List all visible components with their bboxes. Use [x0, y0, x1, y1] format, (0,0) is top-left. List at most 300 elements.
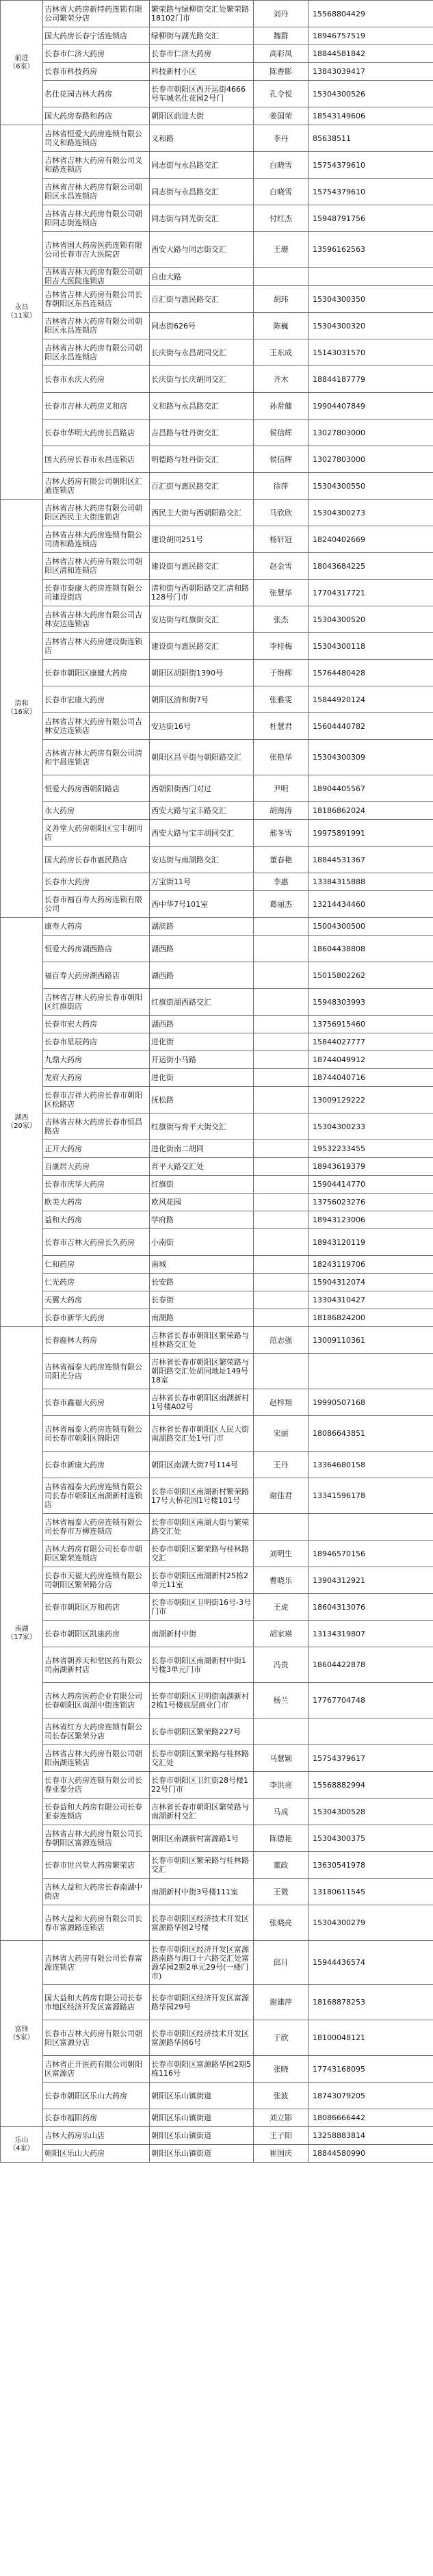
- address-cell: 红旗街: [150, 1176, 254, 1194]
- street-cell: 前进 （6家）: [1, 1, 43, 125]
- contact-cell: 王子阳: [254, 2127, 309, 2145]
- address-cell: 长春市朝阳区南湖新村繁荣路17号大桥花园1号楼101号: [150, 1478, 254, 1514]
- address-cell: 长庆街与永昌胡同交汇: [150, 339, 254, 366]
- address-cell: 朝阳区乐山镇街道: [150, 2083, 254, 2109]
- phone-cell: 13214434460: [309, 891, 433, 918]
- contact-cell: [254, 1194, 309, 1211]
- table-row: [1, 1594, 433, 1621]
- store-name-cell: 长春市朝阳区乐山大药房: [43, 2083, 150, 2109]
- address-cell: 长春市朝阳区南湖大街与繁荣路交汇处: [150, 1514, 254, 1541]
- store-name-cell: 长春市天福大药房连锁有限公司朝阳区繁荣路分店: [43, 1567, 150, 1594]
- contact-cell: 侯信辉: [254, 446, 309, 473]
- phone-cell: 18543149606: [309, 107, 433, 125]
- table-row: [1, 63, 433, 81]
- address-cell: 长春市朝阳区富源路华园2期5栋116号: [150, 2056, 254, 2083]
- contact-cell: 宋丽: [254, 1416, 309, 1452]
- address-cell: 南城: [150, 1256, 254, 1274]
- phone-cell: 15604440782: [309, 713, 433, 740]
- table-row: [1, 1416, 433, 1452]
- store-name-cell: 长春鹿林大药房: [43, 1327, 150, 1354]
- table-row: [1, 1327, 433, 1354]
- table-row: [1, 1718, 433, 1745]
- phone-cell: 19532233455: [309, 1140, 433, 1158]
- table-row: [1, 1211, 433, 1229]
- contact-cell: 于维辉: [254, 660, 309, 686]
- store-name-cell: 长春市福阳药房: [43, 2109, 150, 2127]
- table-row: [1, 1745, 433, 1772]
- store-name-cell: 吉林省吉林大药房有限公司长春朝阳区富源连锁店: [43, 1825, 150, 1852]
- contact-cell: 谢佳君: [254, 1478, 309, 1514]
- contact-cell: 赵梓翔: [254, 1389, 309, 1416]
- address-cell: 朝阳区清和街7号: [150, 686, 254, 713]
- table-row: [1, 1985, 433, 2020]
- table-row: [1, 686, 433, 713]
- store-name-cell: 吉林省大药房有限公司长春富源连锁店: [43, 1941, 150, 1985]
- store-name-cell: 国大药房春路和药店: [43, 107, 150, 125]
- table-row: [1, 205, 433, 232]
- phone-cell: 17743168095: [309, 2056, 433, 2083]
- store-name-cell: 吉林省大药房新特药连锁有限公司繁荣分店: [43, 1, 150, 27]
- contact-cell: 王东成: [254, 339, 309, 366]
- store-name-cell: 吉林省吉林大药房有限公司朝阳区西民主大街连锁店: [43, 500, 150, 526]
- store-name-cell: 长春市星辰药店: [43, 1033, 150, 1051]
- phone-cell: 15304300520: [309, 606, 433, 633]
- address-cell: 西安大路与同志街交汇: [150, 232, 254, 268]
- phone-cell: 18086666442: [309, 2109, 433, 2127]
- contact-cell: 邢冬雪: [254, 820, 309, 847]
- store-name-cell: 长春市泰康大药房连锁有限公司建设街店: [43, 580, 150, 606]
- store-name-cell: 吉林省吉林大药房有限公司吉林安达连锁店: [43, 713, 150, 740]
- address-cell: 红旗街湖西路交汇: [150, 989, 254, 1016]
- store-name-cell: 吉林大益和大药房长春南湖中街店: [43, 1879, 150, 1905]
- store-name-cell: 朝阳区乐山大药房: [43, 2145, 150, 2163]
- table-row: [1, 1683, 433, 1718]
- phone-cell: 18186824200: [309, 1309, 433, 1327]
- store-name-cell: 恒爱大药房西朝阳路店: [43, 775, 150, 802]
- contact-cell: 白晓雪: [254, 179, 309, 205]
- store-name-cell: 恒爱大药房湖西路店: [43, 936, 150, 962]
- phone-cell: 18946757519: [309, 27, 433, 45]
- phone-cell: 13180611545: [309, 1879, 433, 1905]
- store-name-cell: 吉林省吉林大药房有限公司朝阳南湖连锁店: [43, 1745, 150, 1772]
- table-row: [1, 366, 433, 393]
- address-cell: 湖西路: [150, 936, 254, 962]
- address-cell: 湖滨路: [150, 918, 254, 936]
- phone-cell: 18844581842: [309, 45, 433, 63]
- address-cell: 百汇街与惠民路交汇: [150, 473, 254, 500]
- table-row: [1, 847, 433, 873]
- address-cell: 吉林省长春市朝阳区人民大街南湖路交汇处1号门市: [150, 1416, 254, 1452]
- contact-cell: [254, 268, 309, 286]
- table-body: [1, 1, 433, 2163]
- address-cell: 西民主大街与西朝阳路交汇: [150, 500, 254, 526]
- address-cell: 朝阳区南湖新村富源路1号: [150, 1825, 254, 1852]
- table-row: [1, 1452, 433, 1478]
- street-cell: 乐山 （4家）: [1, 2127, 43, 2163]
- phone-cell: 18604438808: [309, 936, 433, 962]
- contact-cell: 张艳华: [254, 740, 309, 775]
- table-row: [1, 1389, 433, 1416]
- contact-cell: 李丹: [254, 125, 309, 152]
- contact-cell: [254, 936, 309, 962]
- address-cell: 吉林省长春市朝阳区繁荣路与朝阳路交汇处胡同地址149号18室: [150, 1354, 254, 1389]
- store-name-cell: 欧美大药房: [43, 1194, 150, 1211]
- address-cell: 长春市朝阳区繁荣路与桂林路交汇: [150, 1852, 254, 1879]
- store-name-cell: 国大药房长春市惠民路店: [43, 847, 150, 873]
- phone-cell: 13027803000: [309, 420, 433, 446]
- address-cell: 同志街626号: [150, 313, 254, 339]
- contact-cell: 陈巍: [254, 313, 309, 339]
- table-row: [1, 2127, 433, 2145]
- address-cell: 繁荣路与绿柳街交汇处繁荣路18102门市: [150, 1, 254, 27]
- street-cell: 清和 （16家）: [1, 500, 43, 918]
- contact-cell: [254, 1069, 309, 1087]
- phone-cell: 13756023276: [309, 1194, 433, 1211]
- table-row: [1, 1256, 433, 1274]
- phone-cell: 18844580990: [309, 2145, 433, 2163]
- address-cell: 明德路与牡丹街交汇: [150, 446, 254, 473]
- contact-cell: [254, 1514, 309, 1541]
- store-name-cell: 吉林省福泰大药房连锁有限公司长春市朝阳区南湖新村连锁店: [43, 1478, 150, 1514]
- store-name-cell: 吉林省吉林大药房有限公司朝阳区永昌连锁店: [43, 313, 150, 339]
- phone-cell: 13364680158: [309, 1452, 433, 1478]
- store-name-cell: 吉林省吉林大药房有限公司义和路连锁店: [43, 152, 150, 179]
- contact-cell: 陈德艳: [254, 1825, 309, 1852]
- contact-cell: [254, 918, 309, 936]
- table-row: [1, 891, 433, 918]
- address-cell: 长春市朝阳区经济技术开发区富源路华园6号: [150, 2020, 254, 2056]
- contact-cell: 刘立影: [254, 2109, 309, 2127]
- store-name-cell: 长春市吉林大药房长久药房: [43, 1229, 150, 1256]
- contact-cell: 侯信辉: [254, 420, 309, 446]
- phone-cell: 15304300550: [309, 473, 433, 500]
- address-cell: 安达街16号: [150, 713, 254, 740]
- contact-cell: 马欣欣: [254, 500, 309, 526]
- phone-cell: 13134319807: [309, 1621, 433, 1647]
- address-cell: 西安大路与宝丰胡同交汇: [150, 820, 254, 847]
- contact-cell: 白晓雪: [254, 152, 309, 179]
- address-cell: 绿柳街与湖光路交汇: [150, 27, 254, 45]
- table-row: [1, 1772, 433, 1799]
- contact-cell: 胡家瑛: [254, 1621, 309, 1647]
- contact-cell: [254, 962, 309, 989]
- phone-cell: [309, 1718, 433, 1745]
- phone-cell: 15304300526: [309, 81, 433, 107]
- contact-cell: 王微: [254, 1879, 309, 1905]
- contact-cell: [254, 1140, 309, 1158]
- address-cell: 南湖新村中街: [150, 1621, 254, 1647]
- contact-cell: [254, 1354, 309, 1389]
- table-row: [1, 1941, 433, 1985]
- table-row: [1, 553, 433, 580]
- address-cell: 吉林省长春市朝阳区繁荣路与桂林路交汇处: [150, 1327, 254, 1354]
- contact-cell: 冯贵: [254, 1647, 309, 1683]
- address-cell: 百汇街与惠民路交汇: [150, 286, 254, 313]
- table-row: [1, 936, 433, 962]
- store-name-cell: 长春市朝阳区万和药店: [43, 1594, 150, 1621]
- contact-cell: [254, 1087, 309, 1113]
- table-row: [1, 1176, 433, 1194]
- table-row: [1, 1033, 433, 1051]
- table-row: [1, 1113, 433, 1140]
- contact-cell: 董政: [254, 1852, 309, 1879]
- address-cell: 长春市朝阳区经济开发区富源路华园29号: [150, 1985, 254, 2020]
- table-row: [1, 1051, 433, 1069]
- contact-cell: 马慧颖: [254, 1745, 309, 1772]
- address-cell: 南湖路: [150, 1309, 254, 1327]
- address-cell: 长春市朝阳区繁荣路与桂林路交汇: [150, 1541, 254, 1567]
- contact-cell: 范志强: [254, 1327, 309, 1354]
- store-name-cell: 吉林省吉林大药房有限公司朝阳区永昌连锁店: [43, 179, 150, 205]
- address-cell: 长春市仁济大药房: [150, 45, 254, 63]
- table-row: [1, 152, 433, 179]
- address-cell: 建设街与惠民路交汇: [150, 633, 254, 660]
- store-name-cell: 长春市仁济大药房: [43, 45, 150, 63]
- table-row: [1, 1905, 433, 1941]
- store-name-cell: 吉林省红方大药房连锁有限公司长春区繁荣分店: [43, 1718, 150, 1745]
- contact-cell: 谢建萍: [254, 1985, 309, 2020]
- table-row: [1, 393, 433, 420]
- address-cell: 清和街与西朝阳路交汇清和路128号门市: [150, 580, 254, 606]
- address-cell: 科技新村小区: [150, 63, 254, 81]
- table-row: [1, 1799, 433, 1825]
- table-row: [1, 606, 433, 633]
- store-name-cell: 长春市新康大药房: [43, 1452, 150, 1478]
- address-cell: 吉林省长春市朝阳区南湖新村1号楼A02号: [150, 1389, 254, 1416]
- phone-cell: 15304300279: [309, 1905, 433, 1941]
- address-cell: 南湖新村中街3号楼111室: [150, 1879, 254, 1905]
- phone-cell: 13027803000: [309, 446, 433, 473]
- phone-cell: 13843039417: [309, 63, 433, 81]
- table-row: [1, 1229, 433, 1256]
- contact-cell: 杨兰: [254, 1683, 309, 1718]
- street-cell: 永昌 （11家）: [1, 125, 43, 500]
- address-cell: 同志街与永昌路交汇: [150, 179, 254, 205]
- phone-cell: 15764480428: [309, 660, 433, 686]
- table-row: [1, 1825, 433, 1852]
- table-row: [1, 420, 433, 446]
- table-row: [1, 1140, 433, 1158]
- store-name-cell: 长春市世兴堂大药房繁荣店: [43, 1852, 150, 1879]
- contact-cell: 尹明: [254, 775, 309, 802]
- store-name-cell: 吉林省朝养天和堂医药有限公司南湖新村店: [43, 1647, 150, 1683]
- table-row: [1, 446, 433, 473]
- contact-cell: 张雅雯: [254, 686, 309, 713]
- address-cell: 同志街与同光街交汇: [150, 205, 254, 232]
- phone-cell: 15304300273: [309, 500, 433, 526]
- phone-cell: [309, 1514, 433, 1541]
- store-name-cell: 长春市鑫福大药房: [43, 1389, 150, 1416]
- address-cell: 长春市朝阳区南湖新村25栋2单元11室: [150, 1567, 254, 1594]
- phone-cell: 15015802262: [309, 962, 433, 989]
- table-row: [1, 339, 433, 366]
- table-row: [1, 713, 433, 740]
- address-cell: 学府路: [150, 1211, 254, 1229]
- contact-cell: 陈香影: [254, 63, 309, 81]
- phone-cell: 19904407849: [309, 393, 433, 420]
- phone-cell: 13304310427: [309, 1291, 433, 1309]
- table-row: [1, 27, 433, 45]
- address-cell: 朝阳区前进大街: [150, 107, 254, 125]
- store-name-cell: 长春市华明大药房长昌路店: [43, 420, 150, 446]
- address-cell: 湖西路: [150, 962, 254, 989]
- store-name-cell: 益和大药房: [43, 1211, 150, 1229]
- table-row: [1, 1194, 433, 1211]
- phone-cell: 15904414770: [309, 1176, 433, 1194]
- address-cell: 长春市朝阳区经济开发区富源路南路与海口十六路交汇处富源华园2期2单元29号(一楼门市): [150, 1941, 254, 1985]
- contact-cell: 刘明生: [254, 1541, 309, 1567]
- phone-cell: 18168878253: [309, 1985, 433, 2020]
- contact-cell: 董春艳: [254, 847, 309, 873]
- phone-cell: 15004300500: [309, 918, 433, 936]
- address-cell: 西中华7号101室: [150, 891, 254, 918]
- address-cell: 进化街: [150, 1033, 254, 1051]
- phone-cell: 18844531367: [309, 847, 433, 873]
- address-cell: 长春市朝阳区西开运街4666号车城名仕花园2号门: [150, 81, 254, 107]
- store-name-cell: 吉林省正开医药有限公司朝阳区富源店: [43, 2056, 150, 2083]
- table-row: [1, 500, 433, 526]
- street-cell: 富锋 （5家）: [1, 1941, 43, 2127]
- store-name-cell: 吉林省吉林大药房长春市恒昌路店: [43, 1113, 150, 1140]
- address-cell: 建设街与惠民路交汇: [150, 553, 254, 580]
- store-name-cell: 国大药房长春市永昌连锁店: [43, 446, 150, 473]
- table-row: [1, 802, 433, 820]
- table-row: [1, 873, 433, 891]
- table-row: [1, 232, 433, 268]
- store-name-cell: 康寿大药房: [43, 918, 150, 936]
- table-row: [1, 1309, 433, 1327]
- contact-cell: 邱月: [254, 1941, 309, 1985]
- contact-cell: 高彩凤: [254, 45, 309, 63]
- address-cell: 自由大路: [150, 268, 254, 286]
- phone-cell: 13630541978: [309, 1852, 433, 1879]
- store-name-cell: 长春市朝阳区康健大药房: [43, 660, 150, 686]
- contact-cell: [254, 1033, 309, 1051]
- phone-cell: 18086643851: [309, 1416, 433, 1452]
- address-cell: 朝阳区乐山镇街道: [150, 2127, 254, 2145]
- contact-cell: 孙常健: [254, 393, 309, 420]
- store-name-cell: 吉林大药房医药企业有限公司长春朝阳区南湖中街连锁店: [43, 1683, 150, 1718]
- table-row: [1, 473, 433, 500]
- phone-cell: 15754379610: [309, 179, 433, 205]
- phone-cell: 18744049912: [309, 1051, 433, 1069]
- phone-cell: 15304300528: [309, 1799, 433, 1825]
- store-name-cell: 九鼎大药房: [43, 1051, 150, 1069]
- phone-cell: 18943619379: [309, 1158, 433, 1176]
- store-name-cell: 长春市庆华大药房: [43, 1176, 150, 1194]
- table-row: [1, 1291, 433, 1309]
- contact-cell: [254, 1718, 309, 1745]
- address-cell: 朝阳区乐山镇街道: [150, 2145, 254, 2163]
- contact-cell: 胡玮: [254, 286, 309, 313]
- address-cell: 长春街: [150, 1291, 254, 1309]
- table-row: [1, 1087, 433, 1113]
- address-cell: 进化街南二胡同: [150, 1140, 254, 1158]
- store-name-cell: 吉林省吉林大药房连锁有限公司清和路连锁店: [43, 526, 150, 553]
- contact-cell: 胡海涛: [254, 802, 309, 820]
- phone-cell: 15143031570: [309, 339, 433, 366]
- phone-cell: 15944436574: [309, 1941, 433, 1985]
- address-cell: 长春市朝阳区南湖新村中街1号楼3单元门市: [150, 1647, 254, 1683]
- contact-cell: 刘丹: [254, 1, 309, 27]
- phone-cell: 18100048121: [309, 2020, 433, 2056]
- table-row: [1, 313, 433, 339]
- store-name-cell: 长春市永庆大药房: [43, 366, 150, 393]
- contact-cell: 李洪亮: [254, 1772, 309, 1799]
- store-name-cell: 吉林省福泰大药房连锁有限公司长春市万柳连锁店: [43, 1514, 150, 1541]
- phone-cell: 15754379617: [309, 1745, 433, 1772]
- phone-cell: 13258883814: [309, 2127, 433, 2145]
- address-cell: 朝阳区南湖大街7号114号: [150, 1452, 254, 1478]
- address-cell: 长春市朝阳区经济技术开发区富源路华园2号楼: [150, 1905, 254, 1941]
- address-cell: 长春市朝阳区繁荣路227号: [150, 1718, 254, 1745]
- phone-cell: 18744040716: [309, 1069, 433, 1087]
- phone-cell: 13596162563: [309, 232, 433, 268]
- table-row: [1, 1016, 433, 1033]
- street-cell: 湖西 （20家）: [1, 918, 43, 1327]
- address-cell: 安达街与南湖路交汇: [150, 847, 254, 873]
- phone-cell: 15304300320: [309, 313, 433, 339]
- contact-cell: 张波: [254, 2083, 309, 2109]
- table-row: [1, 1069, 433, 1087]
- address-cell: 育平大路交汇处: [150, 1158, 254, 1176]
- table-row: [1, 775, 433, 802]
- store-name-cell: 吉林大药房有限公司朝阳区汇通连锁店: [43, 473, 150, 500]
- address-cell: 长春市朝阳区繁荣路与桂林路交汇处: [150, 1745, 254, 1772]
- phone-cell: 15304300375: [309, 1825, 433, 1852]
- table-row: [1, 820, 433, 847]
- phone-cell: 18943120119: [309, 1229, 433, 1256]
- address-cell: 西朝阳街西门对过: [150, 775, 254, 802]
- phone-cell: 15948791756: [309, 205, 433, 232]
- address-cell: 长庆街与长庆胡同交汇: [150, 366, 254, 393]
- phone-cell: 13009110361: [309, 1327, 433, 1354]
- store-name-cell: 吉林大药房有限公司长春市朝阳区繁荣连锁店: [43, 1541, 150, 1567]
- contact-cell: 孔令悦: [254, 81, 309, 107]
- contact-cell: [254, 1274, 309, 1291]
- store-name-cell: 吉林省吉林大药房有限公司朝阳同志街连锁店: [43, 205, 150, 232]
- store-name-cell: 国大益和大药房有限公司长春市地区经济开发区富源路店: [43, 1985, 150, 2020]
- store-name-cell: 吉林省恒爱大药房连锁有限公司义和路连锁店: [43, 125, 150, 152]
- phone-cell: 17704317721: [309, 580, 433, 606]
- table-row: [1, 1514, 433, 1541]
- store-name-cell: 吉林省吉林大药房长春市朝阳区红旗街店: [43, 989, 150, 1016]
- contact-cell: [254, 1113, 309, 1140]
- store-name-cell: 吉林省福泰大药房连锁有限公司长春市朝阳区锦阳店: [43, 1416, 150, 1452]
- contact-cell: [254, 1211, 309, 1229]
- contact-cell: [254, 1016, 309, 1033]
- phone-cell: 13384315888: [309, 873, 433, 891]
- store-name-cell: 仁和药房: [43, 1256, 150, 1274]
- phone-cell: 19990507168: [309, 1389, 433, 1416]
- phone-cell: 15844027777: [309, 1033, 433, 1051]
- contact-cell: 魏群: [254, 27, 309, 45]
- store-name-cell: 国大药房长春宁活连锁店: [43, 27, 150, 45]
- phone-cell: 19975891991: [309, 820, 433, 847]
- phone-cell: 15568804429: [309, 1, 433, 27]
- table-row: [1, 2083, 433, 2109]
- table-row: [1, 580, 433, 606]
- store-name-cell: 长春益和大药房有限公司长春亚泰连锁店: [43, 1799, 150, 1825]
- store-name-cell: 长春市福百寿大药房连锁有限公司: [43, 891, 150, 918]
- store-name-cell: 长春市科技药房: [43, 63, 150, 81]
- store-name-cell: 吉林省国大药房医药连锁有限公司长春市吉大医院店: [43, 232, 150, 268]
- phone-cell: 13009129222: [309, 1087, 433, 1113]
- address-cell: 建设胡同251号: [150, 526, 254, 553]
- table-row: [1, 1567, 433, 1594]
- store-name-cell: 吉林大益和大药房有限公司长春市富源路连锁店: [43, 1905, 150, 1941]
- phone-cell: 15568882994: [309, 1772, 433, 1799]
